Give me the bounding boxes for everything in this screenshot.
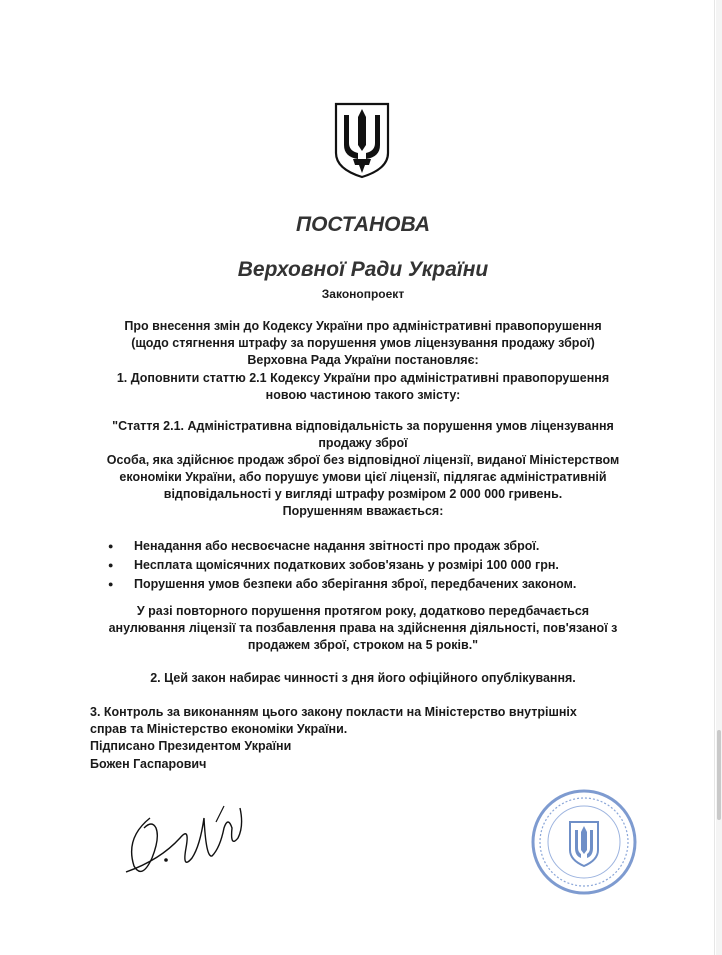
article-line: Порушенням вважається: — [282, 504, 444, 518]
page-subtitle: Верховної Ради України — [237, 258, 489, 281]
vertical-scrollbar[interactable] — [716, 0, 722, 955]
document-type-label: Законопроект — [321, 287, 405, 301]
article-line: продажу зброї — [318, 436, 408, 450]
list-item: ● Ненадання або несвоєчасне надання звітності про продаж зброї. — [108, 537, 576, 556]
list-item: ● Несплата щомісячних податкових зобов'язань у розмірі 100 000 грн. — [108, 556, 576, 575]
point-1-line: новою частиною такого змісту: — [265, 388, 461, 402]
violations-list — [108, 537, 576, 594]
repeat-line: продажем зброї, строком на 5 років." — [247, 638, 479, 652]
point-3-line: справ та Міністерство економіки України. — [90, 722, 348, 736]
article-block — [40, 418, 686, 520]
point-3-block — [90, 704, 650, 738]
signature-icon — [120, 798, 260, 888]
signer-name: Божен Гаспарович — [90, 757, 207, 771]
seal-icon — [530, 788, 638, 896]
repeat-violation-block — [40, 603, 686, 654]
page-title: ПОСТАНОВА — [295, 213, 431, 236]
article-line: "Стаття 2.1. Адміністративна відповідальність за порушення умов ліцензування — [112, 419, 614, 433]
scrollbar-thumb[interactable] — [717, 730, 721, 820]
point-3-line: 3. Контроль за виконанням цього закону покласти на Міністерство внутрішніх — [90, 705, 577, 719]
point-2: 2. Цей закон набирає чинності з дня його офіційного опублікування. — [150, 671, 576, 685]
list-item: ● Порушення умов безпеки або зберігання зброї, передбачених законом. — [108, 575, 576, 594]
trident-icon — [333, 101, 391, 179]
article-line: відповідальності у вигляді штрафу розміром 2 000 000 гривень. — [163, 487, 563, 501]
intro-line: Верховна Рада України постановляє: — [247, 353, 479, 367]
signed-by: Підписано Президентом України — [90, 739, 292, 753]
intro-block — [40, 318, 686, 369]
repeat-line: У разі повторного порушення протягом року, додатково передбачається — [136, 604, 590, 618]
article-line: економіки України, або порушує умови цієї ліцензії, підлягає адміністративній — [119, 470, 607, 484]
point-1-line: 1. Доповнити статтю 2.1 Кодексу України про адміністративні правопорушення — [116, 371, 610, 385]
repeat-line: анулювання ліцензії та позбавлення права на здійснення діяльності, пов'язаної з — [108, 621, 618, 635]
intro-line: (щодо стягнення штрафу за порушення умов ліцензування продажу зброї) — [131, 336, 595, 350]
article-line: Особа, яка здійснює продаж зброї без відповідної ліцензії, виданої Міністерством — [106, 453, 620, 467]
point-1-block — [40, 370, 686, 404]
intro-line: Про внесення змін до Кодексу України про адміністративні правопорушення — [124, 319, 602, 333]
